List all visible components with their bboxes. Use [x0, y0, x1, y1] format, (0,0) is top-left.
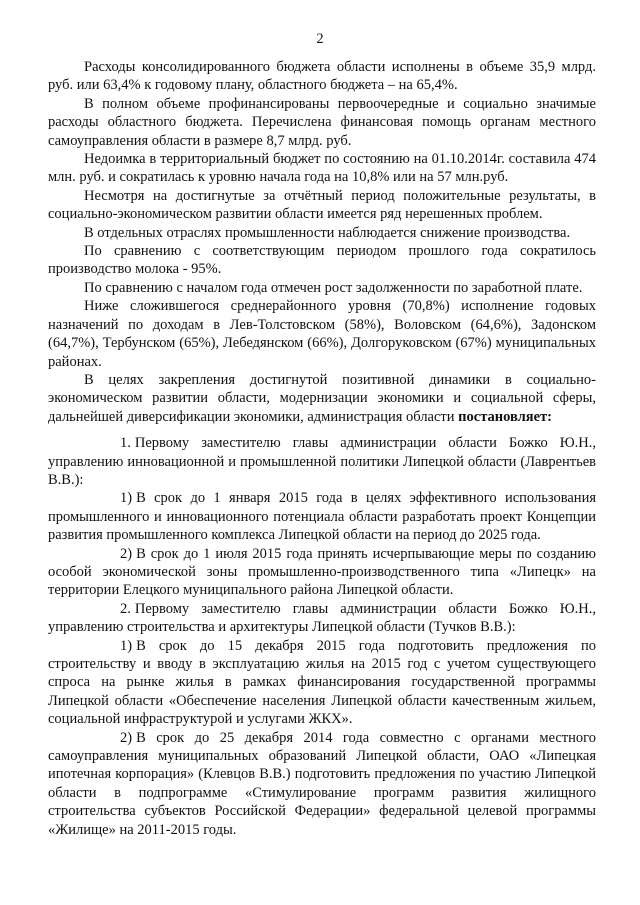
item-number: 2) [120, 729, 133, 746]
paragraph: По сравнению с соответствующим периодом прошлого года сократилось производство молока - 95%. [48, 243, 596, 278]
paragraph: Недоимка в территориальный бюджет по состоянию на 01.10.2014г. составила 474 млн. руб. и сократилась к уровню начала года на 10,8% или на 57 млн.руб. [48, 151, 596, 186]
paragraph-text: В целях закрепления достигнутой позитивной динамики в социально-экономическом развитии области, модернизации экономики и социальной сферы, дальнейшей диверсификации экономики, администрация области [48, 371, 596, 425]
document-body [48, 58, 596, 839]
item-number: 2) [120, 545, 133, 562]
paragraph: В отдельных отраслях промышленности наблюдается снижение производства. [84, 224, 571, 241]
decree-subitem [48, 637, 596, 729]
item-text: В срок до 15 декабря 2015 года подготовить предложения по строительству и вводу в эксплуатацию жилья на 2015 год с учетом существующего спроса на рынке жилья в рамках финансирования государственной программы Липецкой области «Обеспечение населения Липецкой области качественным жильем, социальной инфраструктурой и услугами ЖКХ». [48, 637, 596, 728]
paragraph: Ниже сложившегося среднерайонного уровня (70,8%) исполнение годовых назначений по доходам в Лев-Толстовском (58%), Воловском (64,6%), Задонском (64,7%), Тербунском (65%), Лебедянском (66%), Долгоруковском (67%) муниципальных районах. [48, 298, 596, 370]
paragraph: Несмотря на достигнутые за отчётный период положительные результаты, в социально-экономическом развитии области имеется ряд нерешенных проблем. [48, 187, 596, 223]
decree-item [48, 434, 596, 489]
item-number: 1) [120, 637, 133, 654]
paragraph: По сравнению с началом года отмечен рост задолженности по заработной плате. [84, 279, 583, 296]
item-text: Первому заместителю главы администрации области Божко Ю.Н., управлению инновационной и промышленной политики Липецкой области (Лаврентьев В.В.): [48, 435, 596, 488]
decree-subitem [48, 729, 596, 839]
decree-subitem [48, 545, 596, 600]
decree-item [48, 600, 596, 637]
item-text: В срок до 1 января 2015 года в целях эффективного использования промышленного и инновационного потенциала области разработать проект Концепции развития промышленного комплекса Липецкой области на период до 2025 года. [48, 490, 596, 544]
item-text: Первому заместителю главы администрации области Божко Ю.Н., управлению строительства и архитектуры Липецкой области (Тучков В.В.): [48, 600, 596, 636]
item-text: В срок до 25 декабря 2014 года совместно с органами местного самоуправления муниципальных образований Липецкой области, ОАО «Липецкая ипотечная корпорация» (Клевцов В.В.) подготовить предложения по участию Липецкой области в подпрограмме «Стимулирование программ развития жилищного строительства субъектов Российской Федерации» федеральной целевой программы «Жилище» на 2011-2015 годы. [48, 729, 596, 838]
item-text: В срок до 1 июля 2015 года принять исчерпывающие меры по созданию особой экономической зоны промышленно-производственного типа «Липецк» на территории Елецкого муниципального района Липецкой области. [48, 545, 596, 599]
page-number: 2 [316, 31, 324, 47]
paragraph: Расходы консолидированного бюджета области исполнены в объеме 35,9 млрд. руб. или 63,4% к годовому плану, областного бюджета – на 65,4%. [48, 59, 596, 94]
decree-intro-paragraph [48, 371, 596, 426]
decree-subitem [48, 489, 596, 544]
item-number: 1. [120, 435, 131, 452]
decree-word: постановляет: [458, 408, 552, 425]
item-number: 2. [120, 600, 131, 617]
item-number: 1) [120, 490, 133, 507]
paragraph: В полном объеме профинансированы первоочередные и социально значимые расходы областного бюджета. Перечислена финансовая помощь органам местного самоуправления области в размере 8,7 млрд. руб. [48, 95, 596, 149]
